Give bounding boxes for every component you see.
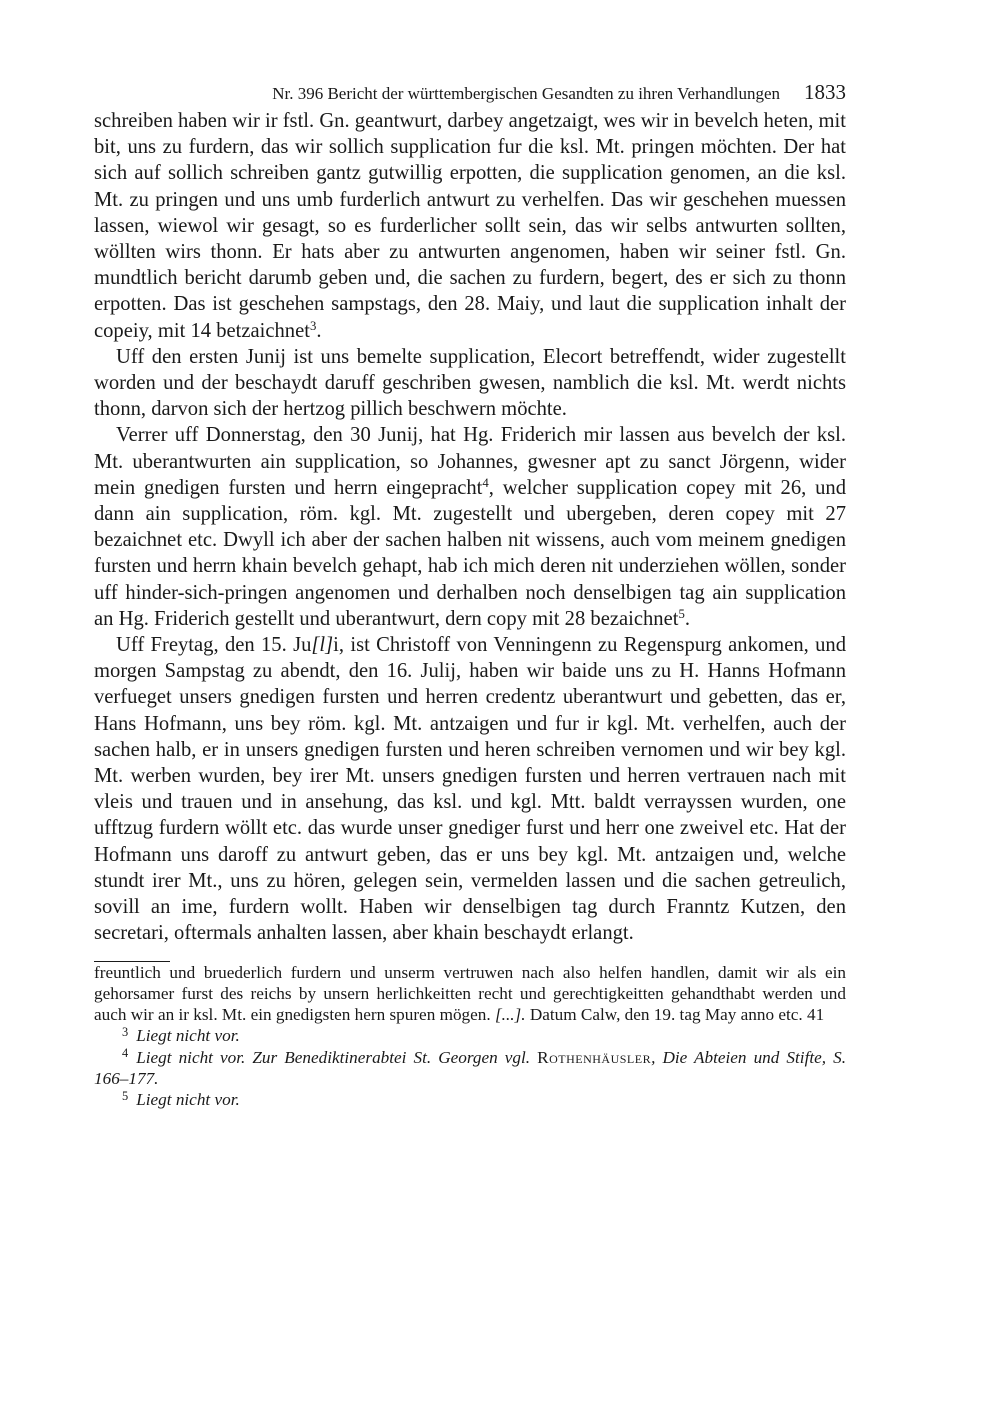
paragraph-3-text-2: , welcher supplication copey mit 26, und dann ain supplication, röm. kgl. Mt. zugestellt und ubergeben, deren copey mit 27 bezaichnet etc. Dwyll ich aber der sachen halben nit wissens, auch vom meinem gnedigen fursten und herrn khain bevelch gehapt, hab ich mich deren nit underziehen wöllen, sonder uff hinder-sich-pringen angenomen und derhalben noch denselbigen tag ain supplication an Hg. Friderich gestellt und uberantwurt, dern copy mit 28 bezaichnet — [94, 476, 846, 630]
footnote-4-number: 4 — [122, 1046, 129, 1061]
paragraph-4 — [94, 632, 846, 946]
paragraph-4-text-b: i, ist Christoff von Venningenn zu Regenspurg ankomen, und morgen Sampstag zu abendt, den 16. Julij, haben wir baide uns zu H. Hanns Hofmann verfueget unsers gnedigen fursten und herren credentz uberantwurt und gebetten, das er, Hans Hofmann, uns bey röm. kgl. Mt. antzaigen und fur ir kgl. Mt. verhelfen, auch der sachen halb, er in unsers gnedigen fursten und heren schreiben vernomen und wir bey kgl. Mt. werben wurden, bey irer Mt. unsers gnedigen fursten und herren vertrauen nach mit vleis und trauen und in ansehung, das ksl. und kgl. Mtt. baldt verrayssen wurden, one ufftzug furdern wöllt etc. das wurde unser gnediger furst und herr one zweivel etc. Hat der Hofmann uns daroff zu antwurt geben, das er uns bey kgl. Mt. antzaigen und, welche stundt irer Mt., uns zu hören, gelegen sein, vermelden lassen und die sachen getreulich, sovill an ime, furdern wollt. Haben wir denselbigen tag durch Franntz Kutzen, den secretari, oftermals anhalten lassen, aber khain beschaydt erlangt. — [94, 634, 847, 945]
footnote-ref-5: 5 — [678, 606, 685, 621]
paragraph-4-text-a: Uff Freytag, den 15. Ju — [116, 634, 312, 657]
footnote-3 — [94, 1025, 846, 1046]
paragraph-1-tail: . — [316, 319, 322, 342]
main-text — [94, 108, 846, 947]
footnote-4 — [94, 1047, 846, 1090]
paragraph-1-text: schreiben haben wir ir fstl. Gn. geantwurt, darbey angetzaigt, wes wir in bevelch heten, mit bit, uns zu furdern, das wir sollich supplication fur die ksl. Mt. pringen möchten. Der hat sich auf sollich schreiben gantz gutwillig erpotten, die supplication genomen, an die ksl. Mt. zu pringen und uns umb furderlich antwurt zu verhelfen. Das wir geschehen muessen lassen, wiewol wir gesagt, so es furderlicher sollt sein, das wir selbs antwurten sollten, wöllten wirs thonn. Er hats aber zu antwurten angenomen, haben wir seiner fstl. Gn. mundtlich bericht darumb geben und, die sachen zu furdern, begert, des er sich zu thonn erpotten. Das ist geschehen sampstags, den 28. Maiy, und laut die supplication inhalt der copeiy, mit 14 betzaichnet — [94, 110, 846, 342]
footnotes — [94, 962, 846, 1111]
footnote-5-text: Liegt nicht vor. — [136, 1090, 240, 1110]
running-header — [94, 78, 846, 108]
footnote-3-text: Liegt nicht vor. — [136, 1026, 240, 1046]
footnote-continuation-tail: Datum Calw, den 19. tag May anno etc. 41 — [525, 1005, 825, 1025]
footnote-continuation — [94, 962, 846, 1026]
paragraph-1 — [94, 108, 846, 344]
editorial-emendation: [l] — [311, 634, 334, 657]
footnote-4-text: Liegt nicht vor. Zur Benediktinerabtei St. Georgen vgl. — [136, 1047, 538, 1067]
paragraph-2 — [94, 344, 846, 423]
document-page — [94, 78, 846, 1111]
footnote-ref-3: 3 — [309, 318, 317, 333]
paragraph-3-text: Verrer uff Donnerstag, den 30 Junij, hat Hg. Friderich mir lassen aus bevelch der ksl. Mt. uberantwurten ain supplication, so Johannes, gwesner apt zu sanct Jörgenn, wider mein gnedigen fursten und herrn eingepracht — [94, 424, 846, 499]
footnote-5 — [94, 1089, 846, 1110]
footnote-5-number: 5 — [122, 1088, 129, 1103]
footnote-ref-4: 4 — [482, 475, 489, 490]
header-title: Nr. 396 Bericht der württembergischen Gesandten zu ihren Verhandlungen — [272, 84, 780, 103]
footnote-4-tail: , Die Abteien und Stifte, S. 166–177. — [94, 1047, 846, 1088]
paragraph-2-text: Uff den ersten Junij ist uns bemelte supplication, Elecort betreffendt, wider zugestellt worden und der beschaydt daruff geschriben gwesen, namblich die ksl. Mt. werdt nichts thonn, darvon sich der hertzog pillich beschwern möchte. — [94, 345, 846, 421]
footnote-3-number: 3 — [122, 1024, 129, 1039]
footnote-ellipsis: [...]. — [494, 1005, 526, 1025]
footnote-continuation-text: freuntlich und bruederlich furdern und unserm vertruwen nach also helfen handlen, damit wir als ein gehorsamer furst des reichs by unsern herlichkeitten recht und gerechtigkeitten gehandthabt werden und auch wir an ir ksl. Mt. ein gnedigsten hern spuren mögen. — [94, 962, 846, 1025]
page-number: 1833 — [804, 80, 846, 104]
paragraph-3-tail: . — [684, 607, 691, 630]
footnote-4-author: Rothenhäusler — [537, 1047, 652, 1067]
paragraph-3 — [94, 422, 846, 632]
